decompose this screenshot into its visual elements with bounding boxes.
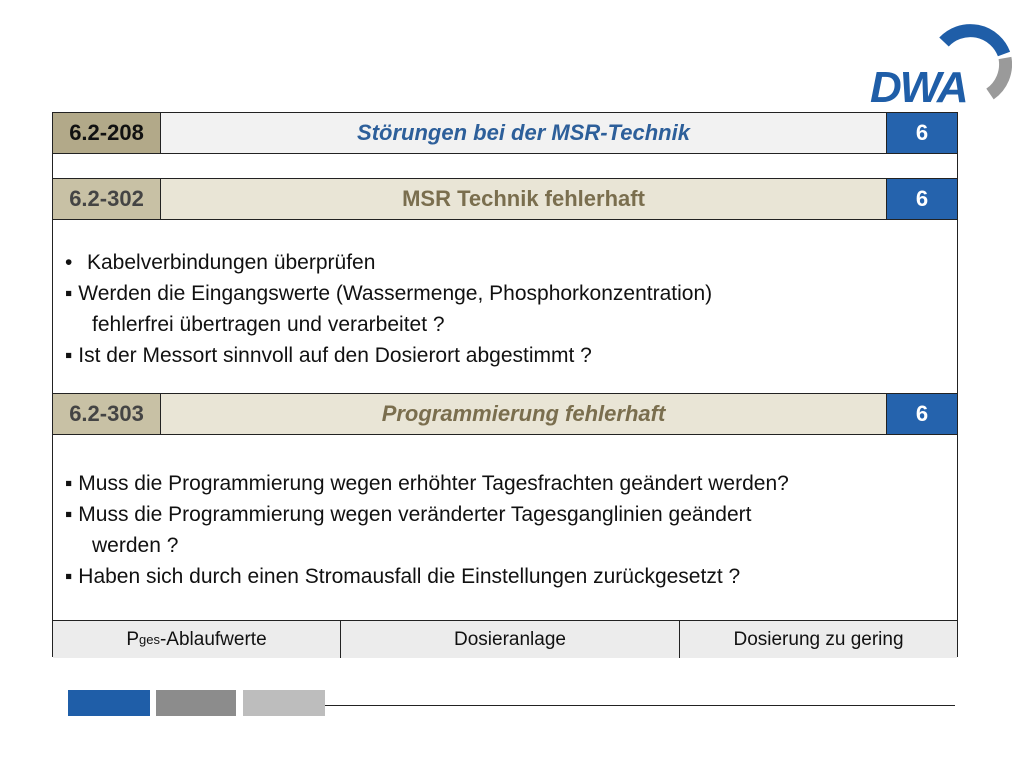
row-number: 6 [887,394,957,434]
logo-text: DWA [870,63,967,112]
list-item: • Kabelverbindungen überprüfen [65,251,376,274]
footer-bar-blue [68,690,150,716]
list-item: ▪ Muss die Programmierung wegen erhöhter Tagesfrachten geändert werden? [65,472,789,495]
row-code: 6.2-302 [53,179,161,219]
row-number: 6 [887,179,957,219]
dwa-logo [862,14,1012,112]
row-number: 6 [887,113,957,153]
msr-checklist [65,247,945,371]
list-item-continuation: werden ? [92,534,179,557]
measure-table [52,112,958,657]
row-code: 6.2-303 [53,394,161,434]
footer-bar-gray [156,690,236,716]
footer-cell-values: P ges -Ablaufwerte [53,621,341,658]
list-item: ▪ Ist der Messort sinnvoll auf den Dosierort abgestimmt ? [65,344,592,367]
footer-cell-plant: Dosieranlage [341,621,680,658]
list-item-continuation: fehlerfrei übertragen und verarbeitet ? [92,313,445,336]
list-item: ▪ Werden die Eingangswerte (Wassermenge, Phosphorkonzentration) [65,282,713,305]
list-item: ▪ Haben sich durch einen Stromausfall die Einstellungen zurückgesetzt ? [65,565,741,588]
footer-cell-dosing: Dosierung zu gering [733,628,904,650]
row-title: Störungen bei der MSR-Technik [161,113,887,153]
footer-row [53,620,957,658]
list-item: ▪ Muss die Programmierung wegen veränderter Tagesganglinien geändert [65,503,752,526]
row-title: Programmierung fehlerhaft [161,394,887,434]
header-row-main [53,112,957,154]
header-row-programming [53,393,957,435]
header-row-msr [53,178,957,220]
footer-bar-light-gray [243,690,325,716]
programming-checklist [65,468,945,592]
footer-divider-line [325,705,955,706]
row-code: 6.2-208 [53,113,161,153]
row-title: MSR Technik fehlerhaft [161,179,887,219]
